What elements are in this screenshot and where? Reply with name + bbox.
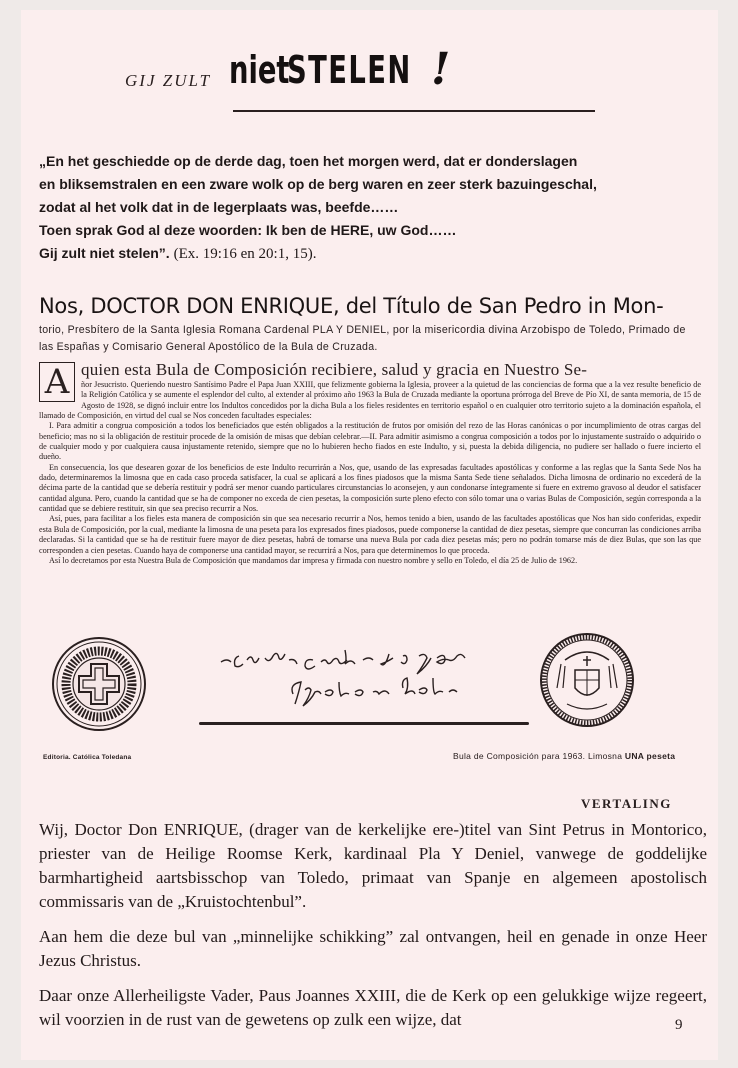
quote-line: Gij zult niet stelen”. <box>39 245 170 261</box>
quote-line: zodat al het volk dat in de legerplaats was, beefde…… <box>39 199 399 215</box>
translation-body <box>39 818 707 1043</box>
scripture-quote <box>39 150 699 266</box>
left-seal-emblem <box>51 636 147 732</box>
right-seal-coat-of-arms <box>539 630 635 732</box>
quote-line: en bliksemstralen en een zware wolk op de berg waren en zeer sterk bazuingeschal, <box>39 176 597 192</box>
bula-subtitle: torio, Presbítero de la Santa Iglesia Romana Cardenal PLA Y DENIEL, por la misericordia divina Arzobispo de Toledo, Primado de las Españas y Comisario General Apostólico de la Bula de Cruzada. <box>39 324 686 353</box>
bula-body <box>39 360 701 566</box>
page-number: 9 <box>675 1017 683 1033</box>
heading-gij-zult: GIJ ZULT <box>125 71 212 90</box>
cardinal-signature <box>213 642 513 742</box>
bula-title: Nos, DOCTOR DON ENRIQUE, del Título de San Pedro in Mon- <box>39 294 664 318</box>
signature-stroke <box>199 722 529 725</box>
heading-stelen: STELEN <box>287 48 412 92</box>
translation-paragraph: Aan hem die deze bul van „minnelijke schikking” zal ontvangen, heil en genade in onze Heer Jezus Christus. <box>39 927 707 970</box>
translation-paragraph: Wij, Doctor Don ENRIQUE, (drager van de kerkelijke ere-)titel van Sint Petrus in Montorico, priester van de Heilige Roomse Kerk, kardinaal Pla Y Deniel, vanwege de goddelijke barmhartigheid aartsbisschop van Toledo, primaat van Spanje en algemeen apostolisch commissaris van de „Kruistochtenbul”. <box>39 820 707 911</box>
publisher-imprint: Editoria. Católica Toledana <box>43 754 132 761</box>
quote-line-last <box>39 242 699 266</box>
bula-paragraph: Así lo decretamos por esta Nuestra Bula de Composición que mandamos dar impresa y firmada con nuestro nombre y sello en Toledo, el día 25 de Julio de 1962. <box>49 555 578 565</box>
quote-line: „En het geschiedde op de derde dag, toen het morgen werd, dat er donderslagen <box>39 153 578 169</box>
bula-paragraph: ñor Jesucristo. Queriendo nuestro Santísimo Padre el Papa Juan XXIII, que felizmente gobierna la Iglesia, proveer a la quietud de las conciencias de forma que a la vez resulte beneficio de la Religión Católica y se aumente el esplendor del culto, al extender al próximo año 1963 la Bula de Cruzada mediante la oportuna prórroga del Breve de Pío XI, de santa memoria, de 15 de Agosto de 1928, se dignó incluir entre los Indultos concedidos por la dicha Bula a los fieles residentes en territorio español o en cualquier otro territorio sujeto a la dominación española, el llamado de Composición, en virtud del cual se Nos conceden facultades especiales: <box>39 380 701 421</box>
bula-price-line <box>453 751 675 761</box>
price-value: UNA peseta <box>624 751 676 761</box>
bula-paragraph: I. Para admitir a congrua composición a todos los beneficiados que estén obligados a la restitución de frutos por omisión del rezo de las Horas canónicas o por incumplimiento de otras cargas del beneficio; mas no si la obligación de restituir procede de la omisión de misas que debían celebrar.—II. Para admitir asimismo a congrua composición a todos por lo injustamente sustraído o adquirido o de cualquier modo y por cualquiera causa injustamente retenido, siempre que no lo hubieren hecho fiados en este Indulto, y si, puesta la debida diligencia, no pudiere ser hallado o fuere incierto el dueño. <box>39 421 701 462</box>
heading-exclamation: ! <box>431 44 451 95</box>
translation-paragraph: Daar onze Allerheiligste Vader, Paus Joannes XXIII, die de Kerk op een gelukkige wijze regeert, wil voorzien in de rust van de gewetens op zulk een wijze, dat <box>39 986 707 1029</box>
scripture-reference: (Ex. 19:16 en 20:1, 15). <box>173 246 317 262</box>
heading-underline <box>233 110 595 112</box>
heading-niet: niet <box>229 48 290 92</box>
book-page <box>21 10 718 1060</box>
translation-heading: VERTALING <box>581 796 672 811</box>
bula-paragraph: En consecuencia, los que desearen gozar de los beneficios de este Indulto recurrirán a Nos, que, usando de las expresadas facultades apostólicas y conforme a las reglas que la Santa Sede Nos ha dado, determinaremos la limosna que en cada caso proceda satisfacer, la cual se aplicará a los fines piadosos que la misma Santa Sede tiene señalados. Dicha limosna de ordinario no excederá de la décima parte de la cantidad que se debería restituir y podrá ser menor cuando particulares circunstancias lo aconsejen, y aun condonarse íntegramente si fuere en extremo gravoso al deudor el satisfacer cantidad alguna. Pero, cuando la cantidad que se ha de componer no exceda de cien pesetas, la composición surte pleno efecto con sólo tomar una o varias Bulas de Composición, según corresponda a la cantidad que se debiere restituir, sin que sea preciso recurrir a Nos. <box>39 462 701 514</box>
quote-line: Toen sprak God al deze woorden: Ik ben de HERE, uw God…… <box>39 222 457 238</box>
drop-cap: A <box>39 362 75 402</box>
page-heading <box>21 44 718 114</box>
bula-paragraph: Así, pues, para facilitar a los fieles esta manera de composición sin que sea necesario recurrir a Nos, hemos tenido a bien, usando de las facultades apostólicas que Nos han sido conferidas, expedir esta Bula de Composición, por la cual, mediante la limosna de una peseta para los expresados fines piadosos, puede componerse la cantidad de diez pesetas, siempre que concurran las condiciones arriba declaradas. Si la cantidad que se ha de restituir fuere mayor de diez pesetas, habrá de tomarse una nueva Bula por cada diez pesetas más; pero no podrán tomarse más de diez Bulas, que son las que corresponden a cien pesetas. Cuando haya de componerse una cantidad mayor, se recurrirá a Nos, para que determinemos lo que proceda. <box>39 514 701 555</box>
price-label: Bula de Composición para 1963. Limosna <box>453 751 623 761</box>
bula-first-line: quien esta Bula de Composición recibiere, salud y gracia en Nuestro Se- <box>81 360 588 379</box>
